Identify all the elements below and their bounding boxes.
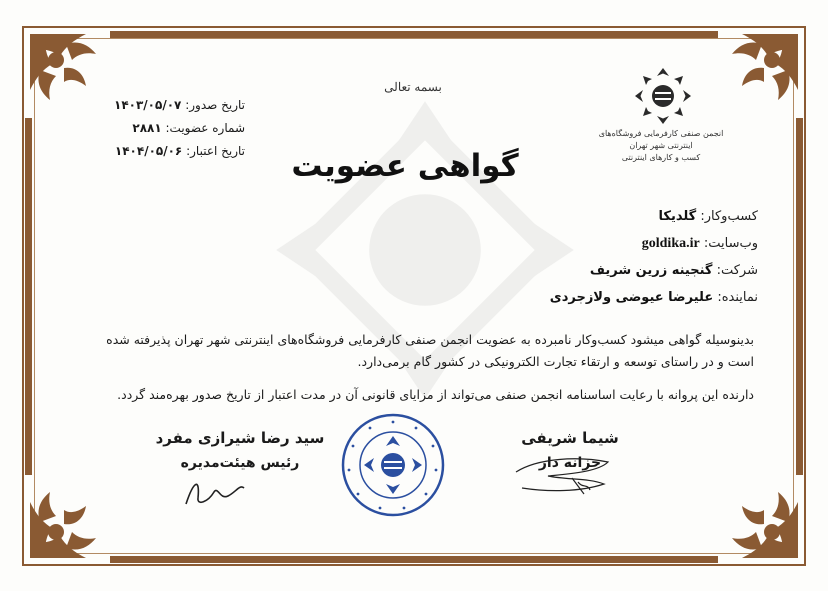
company-value: گنجینه زرین شریف — [589, 263, 713, 278]
page-title: گواهی عضویت — [291, 148, 519, 184]
issue-date-label: تاریخ صدور: — [185, 98, 245, 112]
website-value: goldika.ir — [641, 236, 700, 251]
certificate-rights: دارنده این پروانه با رعایت اساسنامه انجمن صنفی می‌تواند از مزایای قانونی آن در مدت اعتبار از تاریخ صدور بهره‌مند گردد. — [117, 387, 754, 402]
representative-field — [550, 290, 758, 305]
membership-number-label: شماره عضویت: — [165, 121, 245, 135]
basmala: بسمه تعالی — [384, 80, 442, 94]
association-logo-icon — [633, 66, 693, 126]
valid-until-label: تاریخ اعتبار: — [186, 144, 245, 158]
valid-until-value: ۱۴۰۴/۰۵/۰۶ — [114, 144, 183, 158]
association-logo-caption — [586, 128, 736, 164]
association-logo-name: انجمن صنفی کارفرمایی فروشگاه‌های اینترنتی شهر تهران — [598, 129, 724, 150]
website-field — [642, 236, 758, 252]
frame-bar-right — [796, 118, 803, 475]
representative-label: نماینده: — [717, 290, 758, 305]
treasurer-name: شیما شریفی — [521, 429, 619, 447]
certificate-statement: بدینوسیله گواهی میشود کسب‌وکار نامبرده به عضویت انجمن صنفی کارفرمایی فروشگاه‌های اینترنتی شهر تهران پذیرفته شده است و در راستای توسعه و ارتقاء تجارت الکترونیکی در کشور گام برمی‌دارد. — [106, 332, 754, 369]
chairman-name: سید رضا شیرازی مفرد — [155, 429, 325, 447]
treasurer-signature-icon — [508, 448, 618, 504]
certificate-meta — [95, 94, 245, 163]
business-field — [659, 209, 758, 224]
business-value: گلدیکا — [658, 209, 697, 224]
frame-bar-left — [25, 118, 32, 475]
association-seal-icon — [338, 410, 448, 520]
frame-bar-bottom — [110, 556, 718, 563]
valid-until-row — [95, 140, 245, 163]
website-label: وب‌سایت: — [703, 236, 758, 251]
corner-ornament-icon — [710, 470, 802, 562]
issue-date-row — [95, 94, 245, 117]
corner-ornament-icon — [26, 470, 118, 562]
frame-bar-top — [110, 31, 718, 38]
membership-number-row — [95, 117, 245, 140]
representative-value: علیرضا عیوضی ولازجردی — [549, 290, 714, 305]
association-logo-subtext: کسب و کارهای اینترنتی — [621, 153, 701, 162]
chairman-signature-icon — [180, 474, 250, 510]
business-label: کسب‌وکار: — [700, 209, 758, 224]
membership-number-value: ۲۸۸۱ — [132, 121, 162, 135]
chairman-role: رئیس هیئت‌مدیره — [180, 455, 300, 471]
treasurer-role: خزانه دار — [538, 455, 602, 471]
company-field — [590, 263, 758, 278]
issue-date-value: ۱۴۰۳/۰۵/۰۷ — [114, 98, 182, 112]
corner-ornament-icon — [710, 30, 802, 122]
company-label: شرکت: — [716, 263, 758, 278]
